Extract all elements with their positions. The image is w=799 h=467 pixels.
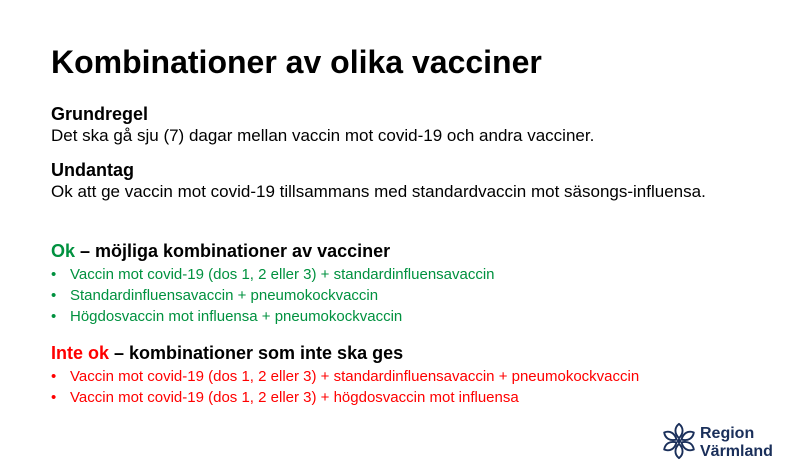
- list-item: • Standardinfluensavaccin + pneumokockvaccin: [51, 285, 771, 306]
- not-ok-label: Inte ok: [51, 343, 110, 363]
- exception-text: Ok att ge vaccin mot covid-19 tillsammans med standardvaccin mot säsongs-influensa.: [51, 182, 706, 201]
- ok-heading: [51, 240, 771, 262]
- logo-line-1: Region: [700, 425, 755, 442]
- snowflake-flower-icon: [660, 421, 698, 461]
- list-item: • Vaccin mot covid-19 (dos 1, 2 eller 3) + standardinfluensavaccin: [51, 264, 771, 285]
- list-item: • Vaccin mot covid-19 (dos 1, 2 eller 3) + standardinfluensavaccin + pneumokockvaccin: [51, 366, 771, 387]
- not-ok-heading-text: – kombinationer som inte ska ges: [109, 343, 404, 363]
- region-varmland-logo: [660, 421, 790, 465]
- list-item: • Högdosvaccin mot influensa + pneumokockvaccin: [51, 306, 771, 327]
- not-ok-section: [51, 342, 771, 408]
- page-title: Kombinationer av olika vacciner: [51, 44, 542, 80]
- list-item: • Vaccin mot covid-19 (dos 1, 2 eller 3) + högdosvaccin mot influensa: [51, 387, 771, 408]
- logo-text: [700, 425, 773, 461]
- not-ok-list: [51, 366, 771, 408]
- ok-section: [51, 240, 771, 327]
- ok-list: [51, 264, 771, 327]
- rule-text: Det ska gå sju (7) dagar mellan vaccin mot covid-19 och andra vacciner.: [51, 126, 595, 145]
- not-ok-heading: [51, 342, 771, 364]
- logo-line-2: Värmland: [700, 443, 773, 460]
- exception-section: [51, 159, 711, 202]
- ok-heading-text: – möjliga kombinationer av vacciner: [75, 241, 391, 261]
- ok-label: Ok: [51, 241, 76, 261]
- rule-heading: Grundregel: [51, 104, 149, 124]
- exception-heading: Undantag: [51, 160, 134, 180]
- rule-section: [51, 103, 751, 146]
